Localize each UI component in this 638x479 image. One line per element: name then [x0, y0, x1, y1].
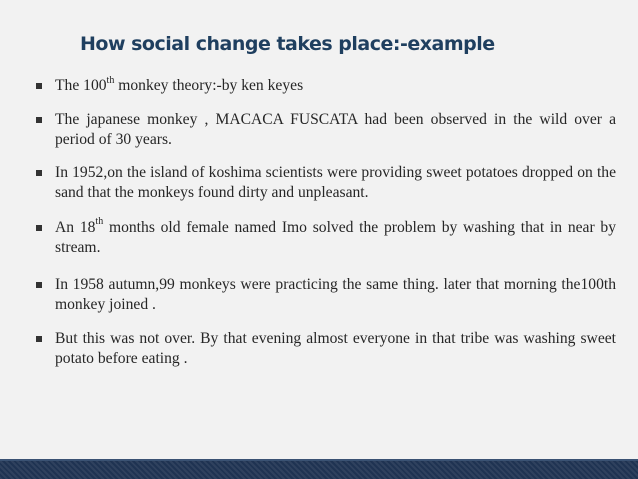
bullet-text: In 1952,on the island of koshima scientists were providing sweet potatoes dropped on the sand that the monkeys found dirty and unpleasant. [55, 163, 616, 201]
square-bullet-icon [36, 336, 42, 342]
footer-band [0, 461, 638, 479]
bullet-superscript: th [95, 216, 104, 228]
square-bullet-icon [36, 225, 42, 231]
bullet-item-3 [34, 163, 616, 204]
square-bullet-icon [36, 117, 42, 123]
square-bullet-icon [36, 282, 42, 288]
bullet-item-2 [34, 110, 616, 151]
bullet-text-cont: monkey theory:-by ken keyes [114, 77, 304, 94]
bullet-text: The 100 [55, 77, 107, 94]
bullet-text-cont: months old female named Imo solved the problem by washing that in near by stream. [55, 218, 616, 256]
bullet-text: The japanese monkey , MACACA FUSCATA had been observed in the wild over a period of 30 years. [55, 110, 616, 148]
bullet-text: In 1958 autumn,99 monkeys were practicing the same thing. later that morning the100th monkey joined . [55, 275, 616, 313]
bullet-item-1 [34, 76, 616, 97]
bullet-text: An 18 [55, 218, 96, 236]
bullet-item-6 [34, 329, 616, 370]
bullet-text: But this was not over. By that evening almost everyone in that tribe was washing sweet potato before eating . [55, 329, 616, 367]
square-bullet-icon [36, 170, 42, 176]
bullet-item-4 [34, 218, 616, 259]
square-bullet-icon [36, 83, 42, 89]
slide-title: How social change takes place:-example [80, 33, 495, 55]
bullet-list [34, 76, 616, 383]
bullet-superscript: th [106, 74, 115, 86]
bullet-item-5 [34, 275, 616, 316]
